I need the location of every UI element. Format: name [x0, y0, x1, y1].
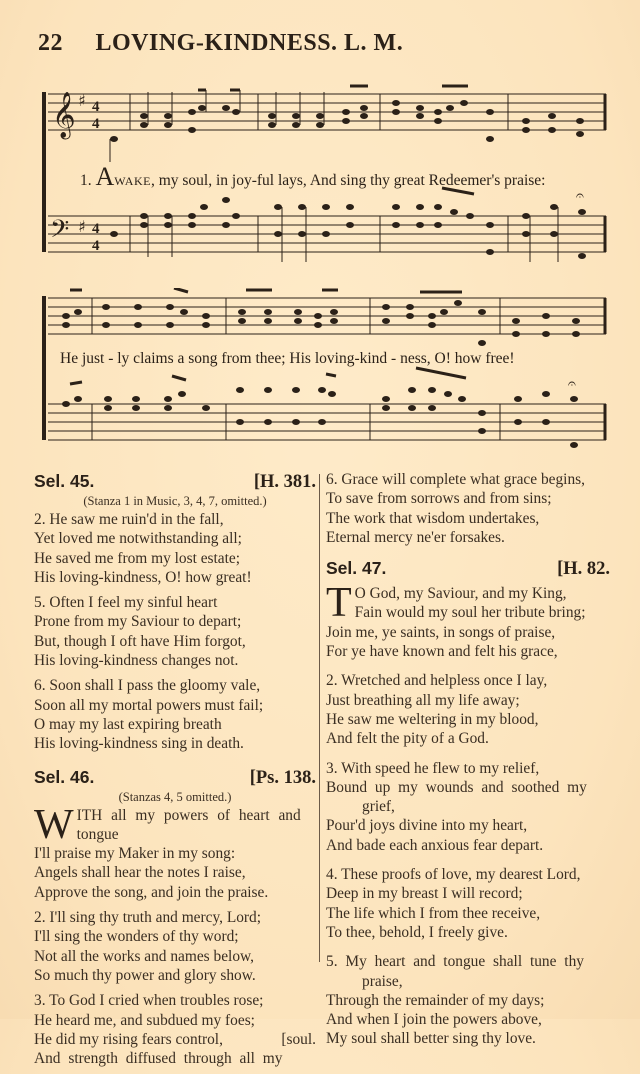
bass-notes-2: [62, 387, 578, 448]
selection-45-header: Sel. 45. [H. 381.: [34, 471, 316, 492]
svg-text:4: 4: [92, 116, 100, 132]
hymn-reference: [H. 82.: [557, 559, 610, 580]
treble-clef-icon: 𝄞: [52, 92, 76, 138]
stanza: 2. Wretched and helpless once I lay, Just breathing all my life away; He saw me weltering in my blood, And felt the pity of a God.: [326, 672, 548, 748]
fermata-icon: 𝄐: [568, 376, 576, 392]
stanza: 6. Grace will complete what grace begins, To save from sorrows and from sins; The work that wisdom undertakes, Eternal mercy ne'er forsakes.: [326, 471, 585, 546]
hymn-reference: [Ps. 138.: [249, 767, 316, 788]
stanza: 6. Soon shall I pass the gloomy vale, Soon all my mortal powers must fail; O may my last expiring breath His loving-kindness sing in death.: [34, 677, 264, 753]
treble-notes-1: [110, 86, 584, 162]
svg-text:4: 4: [92, 99, 100, 115]
bass-clef-icon: 𝄢: [50, 215, 70, 250]
page-header: [38, 30, 403, 57]
music-system-2: [40, 288, 608, 458]
music-system-1: [40, 82, 608, 272]
stanza: 2. I'll sing thy truth and mercy, Lord; I'll sing the wonders of thy word; Not all the works and names below, So much thy power and glory show.: [34, 909, 262, 984]
stanza: 3. With speed he flew to my relief, Bound up my wounds and soothed my grief, Pour'd joys divine into my heart, And bade each anxious fear depart.: [326, 759, 587, 854]
stanza: W ITH all my powers of heart and tongue I'll praise my Maker in my song: Angels shall hear the notes I raise, Approve the song, and join the praise.: [34, 801, 301, 901]
stanza: 5. My heart and tongue shall tune thy praise, Through the remainder of my days; And when I join the powers above, My soul shall better sing thy love.: [326, 953, 584, 1048]
overflow-word: [soul.: [281, 1030, 316, 1048]
column-divider: [319, 474, 320, 962]
page-number: 22: [38, 30, 63, 56]
selection-46-header: Sel. 46. [Ps. 138.: [34, 766, 316, 788]
drop-cap: W: [34, 801, 74, 848]
fermata-icon: 𝄐: [576, 188, 584, 204]
left-column: [34, 470, 316, 1074]
svg-text:♯: ♯: [78, 217, 86, 236]
stanza: 4. These proofs of love, my dearest Lord, Deep in my breast I will record; The life which I from thee receive, To thee, behold, I freely give.: [326, 866, 581, 941]
selection-note: (Stanzas 4, 5 omitted.): [118, 789, 232, 804]
drop-cap: T: [326, 580, 352, 627]
hymn-reference: [H. 381.: [253, 472, 316, 492]
hymn-meter: L. M.: [344, 30, 404, 56]
svg-text:♯: ♯: [78, 91, 86, 110]
lyric-line-1: 1. AWAKE, my soul, in joy-ful lays, And sing thy great Redeemer's praise:: [80, 162, 546, 191]
right-column: [326, 470, 610, 1055]
stanza: 3. To God I cried when troubles rose; He heard me, and subdued my foes; He did my rising fears control, [soul. And strength diffused through all my: [34, 992, 316, 1068]
hymn-title: LOVING-KINDNESS.: [95, 30, 338, 56]
selection-47-header: Sel. 47. [H. 82.: [326, 558, 610, 580]
score-staves-2: [40, 288, 610, 458]
svg-text:4: 4: [92, 238, 100, 254]
stanza: 5. Often I feel my sinful heart Prone from my Saviour to depart; But, though I oft have Him forgot, His loving-kindness changes not.: [34, 594, 246, 670]
stanza: T O God, my Saviour, and my King, Fain would my soul her tribute bring; Join me, ye saints, in songs of praise, For ye have known and felt his grace,: [326, 580, 586, 661]
svg-text:4: 4: [92, 221, 100, 237]
selection-note: (Stanza 1 in Music, 3, 4, 7, omitted.): [83, 494, 267, 508]
bass-notes-1: [110, 188, 586, 259]
lyric-line-2: He just - ly claims a song from thee; His loving-kind - ness, O! how free!: [60, 350, 515, 367]
stanza: 2. He saw me ruin'd in the fall, Yet loved me notwithstanding all; He saved me from my lost estate; His loving-kindness, O! how great!: [34, 511, 252, 586]
